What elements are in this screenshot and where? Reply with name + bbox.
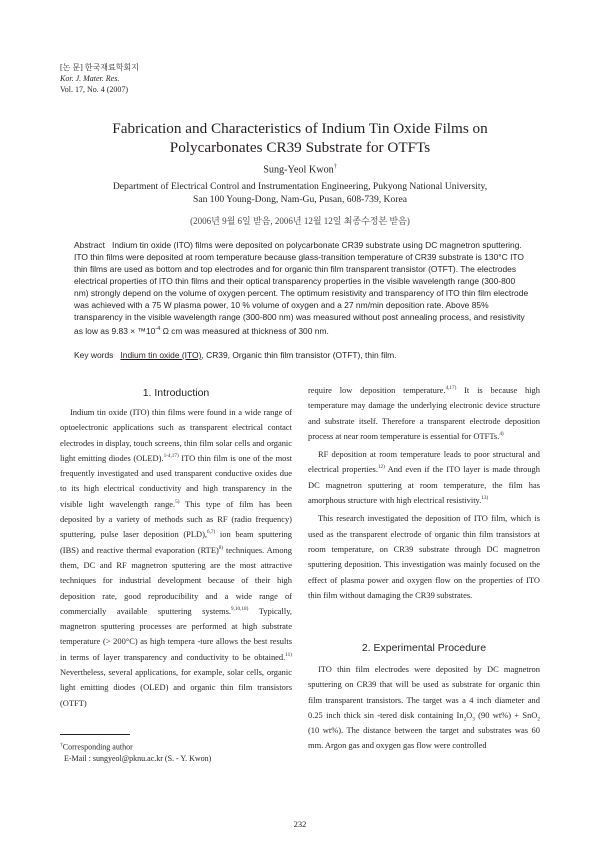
experimental-section — [308, 662, 540, 754]
left-column — [60, 405, 292, 711]
received-dates: (2006년 9월 6일 받음, 2006년 12월 12일 최종수정본 받음) — [190, 216, 410, 226]
citation: 9,10,18) — [231, 606, 249, 613]
author-name: Sung-Yeol Kwon — [263, 164, 334, 176]
footnote-corresponding: Corresponding author — [62, 742, 133, 752]
citation: 11) — [285, 651, 292, 658]
experimental-paragraph-1: ITO thin film electrodes were deposited by DC magnetron sputtering on CR39 that will be used as substrate for organic thin film transparent transistors. The target was a 4 inch diameter and 0.25 inch thick sin -tered disk containing $In_2O_3$ (90 wt%) + SnO$_2$ (10 wt%). The distance between the target and substrates was 60 mm. Argon gas and oxygen gas flow were controlled — [308, 664, 540, 751]
citation: 8) — [218, 544, 224, 551]
footnote-mark: † — [60, 742, 63, 748]
footnote-divider — [60, 734, 130, 735]
journal-volume: Vol. 17, No. 4 (2007) — [60, 85, 129, 94]
experimental-heading: 2. Experimental Procedure — [361, 642, 487, 654]
affiliation-line-1: Department of Electrical Control and Instrumentation Engineering, Pukyong National University, — [112, 181, 488, 192]
keywords-label: Key words — [74, 350, 114, 360]
abstract-tail: Ω cm was measured at thickness of 300 nm. — [160, 325, 329, 336]
keywords — [74, 349, 534, 361]
intro-paragraph-3: This research investigated the deposition of ITO film, which is used as the transparent electrode of organic thin film transistors at room temperature, on CR39 substrate through DC magnetron sputtering deposition. This investigation was mainly focused on the effect of plasma power and oxygen flow on the properties of ITO thin film without damaging the CR39 substrates. — [308, 513, 540, 600]
journal-name: Kor. J. Mater. Res. — [60, 74, 120, 83]
abstract-text: Indium tin oxide (ITO) films were deposited on polycarbonate CR39 substrate using DC magnetron sputtering. ITO thin films were deposited at room temperature because glass-transition temperature of CR39 substrate is 130°C ITO thin films are used as bottom and top electrodes and for organic thin film transparent transistor (OTFT). The electrodes electrical properties of ITO thin films and their optical transparency properties in the visible wavelength range (300-800 nm) strongly depend on the volume of oxygen percent. The optimum resistivity and transparency of ITO thin film electrode was achieved with a 75 W plasma power, 10 % volume of oxygen and a 27 nm/min deposition rate. Above 85% transparency in the visible wavelength range (300-800 nm) was measured without post annealing process, and resistivity as low as 9.83 × ™10 — [74, 240, 529, 336]
abstract — [74, 240, 529, 337]
author-line — [40, 161, 560, 176]
right-column — [308, 383, 540, 603]
abstract-label: Abstract — [74, 240, 105, 250]
citation: 13) — [481, 495, 489, 502]
intro-paragraph-1: Indium tin oxide (ITO) thin films were found in a wide range of optoelectronic applications such as transparent electrical contact electrodes in display, touch screens, thin film solar cells and organic light emitting diodes (OLED).$^{1-4,17)}$ ITO thin film is one of the most frequently investigated and used transparent conductive oxides due to its high electrical conductivity and high transparency in the visible light wavelength range.$^{5)}$ This type of film has been deposited by a variety of methods such as RF (radio frequency) sputtering, pulse laser deposition (PLD),$^{6,7)}$ ion beam sputtering (IBS) and reactive thermal evaporation (RTE)$^{8)}$ techniques. Among them, DC and RF magnetron sputtering are the most attractive techniques for industrial development because of their high deposition rate, good reproducibility and a wide range of commercially available sputtering systems.$^{9,10,18)}$ Typically, magnetron sputtering processes are performed at high substrate temperature (> 200°C) as high tempera -ture allows the best results in terms of layer transparency and conductivity to be obtained.$^{11)}$ Nevertheless, several applications, for example, solar cells, organic light emitting diodes (OLED) and organic thin film transistors (OTFT) — [60, 407, 292, 708]
citation: 4) — [499, 431, 504, 438]
citation: 12) — [377, 464, 385, 471]
title-line-1: Fabrication and Characteristics of Indium Tin Oxide Films on — [112, 120, 488, 137]
citation: 5) — [175, 498, 180, 505]
title-line-2: Polycarbonates CR39 Substrate for OTFTs — [169, 139, 431, 156]
affiliation — [40, 180, 560, 206]
journal-header — [60, 62, 139, 95]
footnote-email: E-Mail : sungyeol@pknu.ac.kr (S. - Y. Kwon) — [64, 753, 212, 763]
journal-category: [논 문] 한국재료학회지 — [60, 63, 139, 72]
page-number: 232 — [293, 819, 307, 829]
paper-title — [40, 119, 560, 157]
introduction-heading: 1. Introduction — [142, 387, 210, 399]
keyword-ito-link[interactable]: Indium tin oxide (ITO) — [120, 350, 202, 360]
citation: 6,7) — [207, 529, 216, 536]
affiliation-line-2: San 100 Young-Dong, Nam-Gu, Pusan, 608-739, Korea — [193, 194, 407, 205]
abstract-exponent: -4 — [155, 325, 161, 332]
footnote — [60, 740, 292, 764]
keywords-rest: , CR39, Organic thin film transistor (OTFT), thin film. — [201, 350, 397, 360]
intro-paragraph-2: RF deposition at room temperature leads to poor structural and electrical properties.$^{12)}$ And even if the ITO layer is made through DC magnetron sputtering at room temperature, the film has amorphous structure with high electrical resistivity.$^{13)}$ — [308, 449, 540, 506]
author-mark: † — [333, 164, 337, 170]
intro-paragraph-1-cont: require low deposition temperature.$^{4,17)}$ It is because high temperature may damage the underlying electronic device structure and substrate itself. Therefore a transparent electrode deposition process at near room temperature is essential for OTFTs.$^{4)}$ — [308, 385, 540, 441]
citation: 1-4,17) — [163, 453, 179, 460]
citation: 4,17) — [445, 385, 457, 392]
